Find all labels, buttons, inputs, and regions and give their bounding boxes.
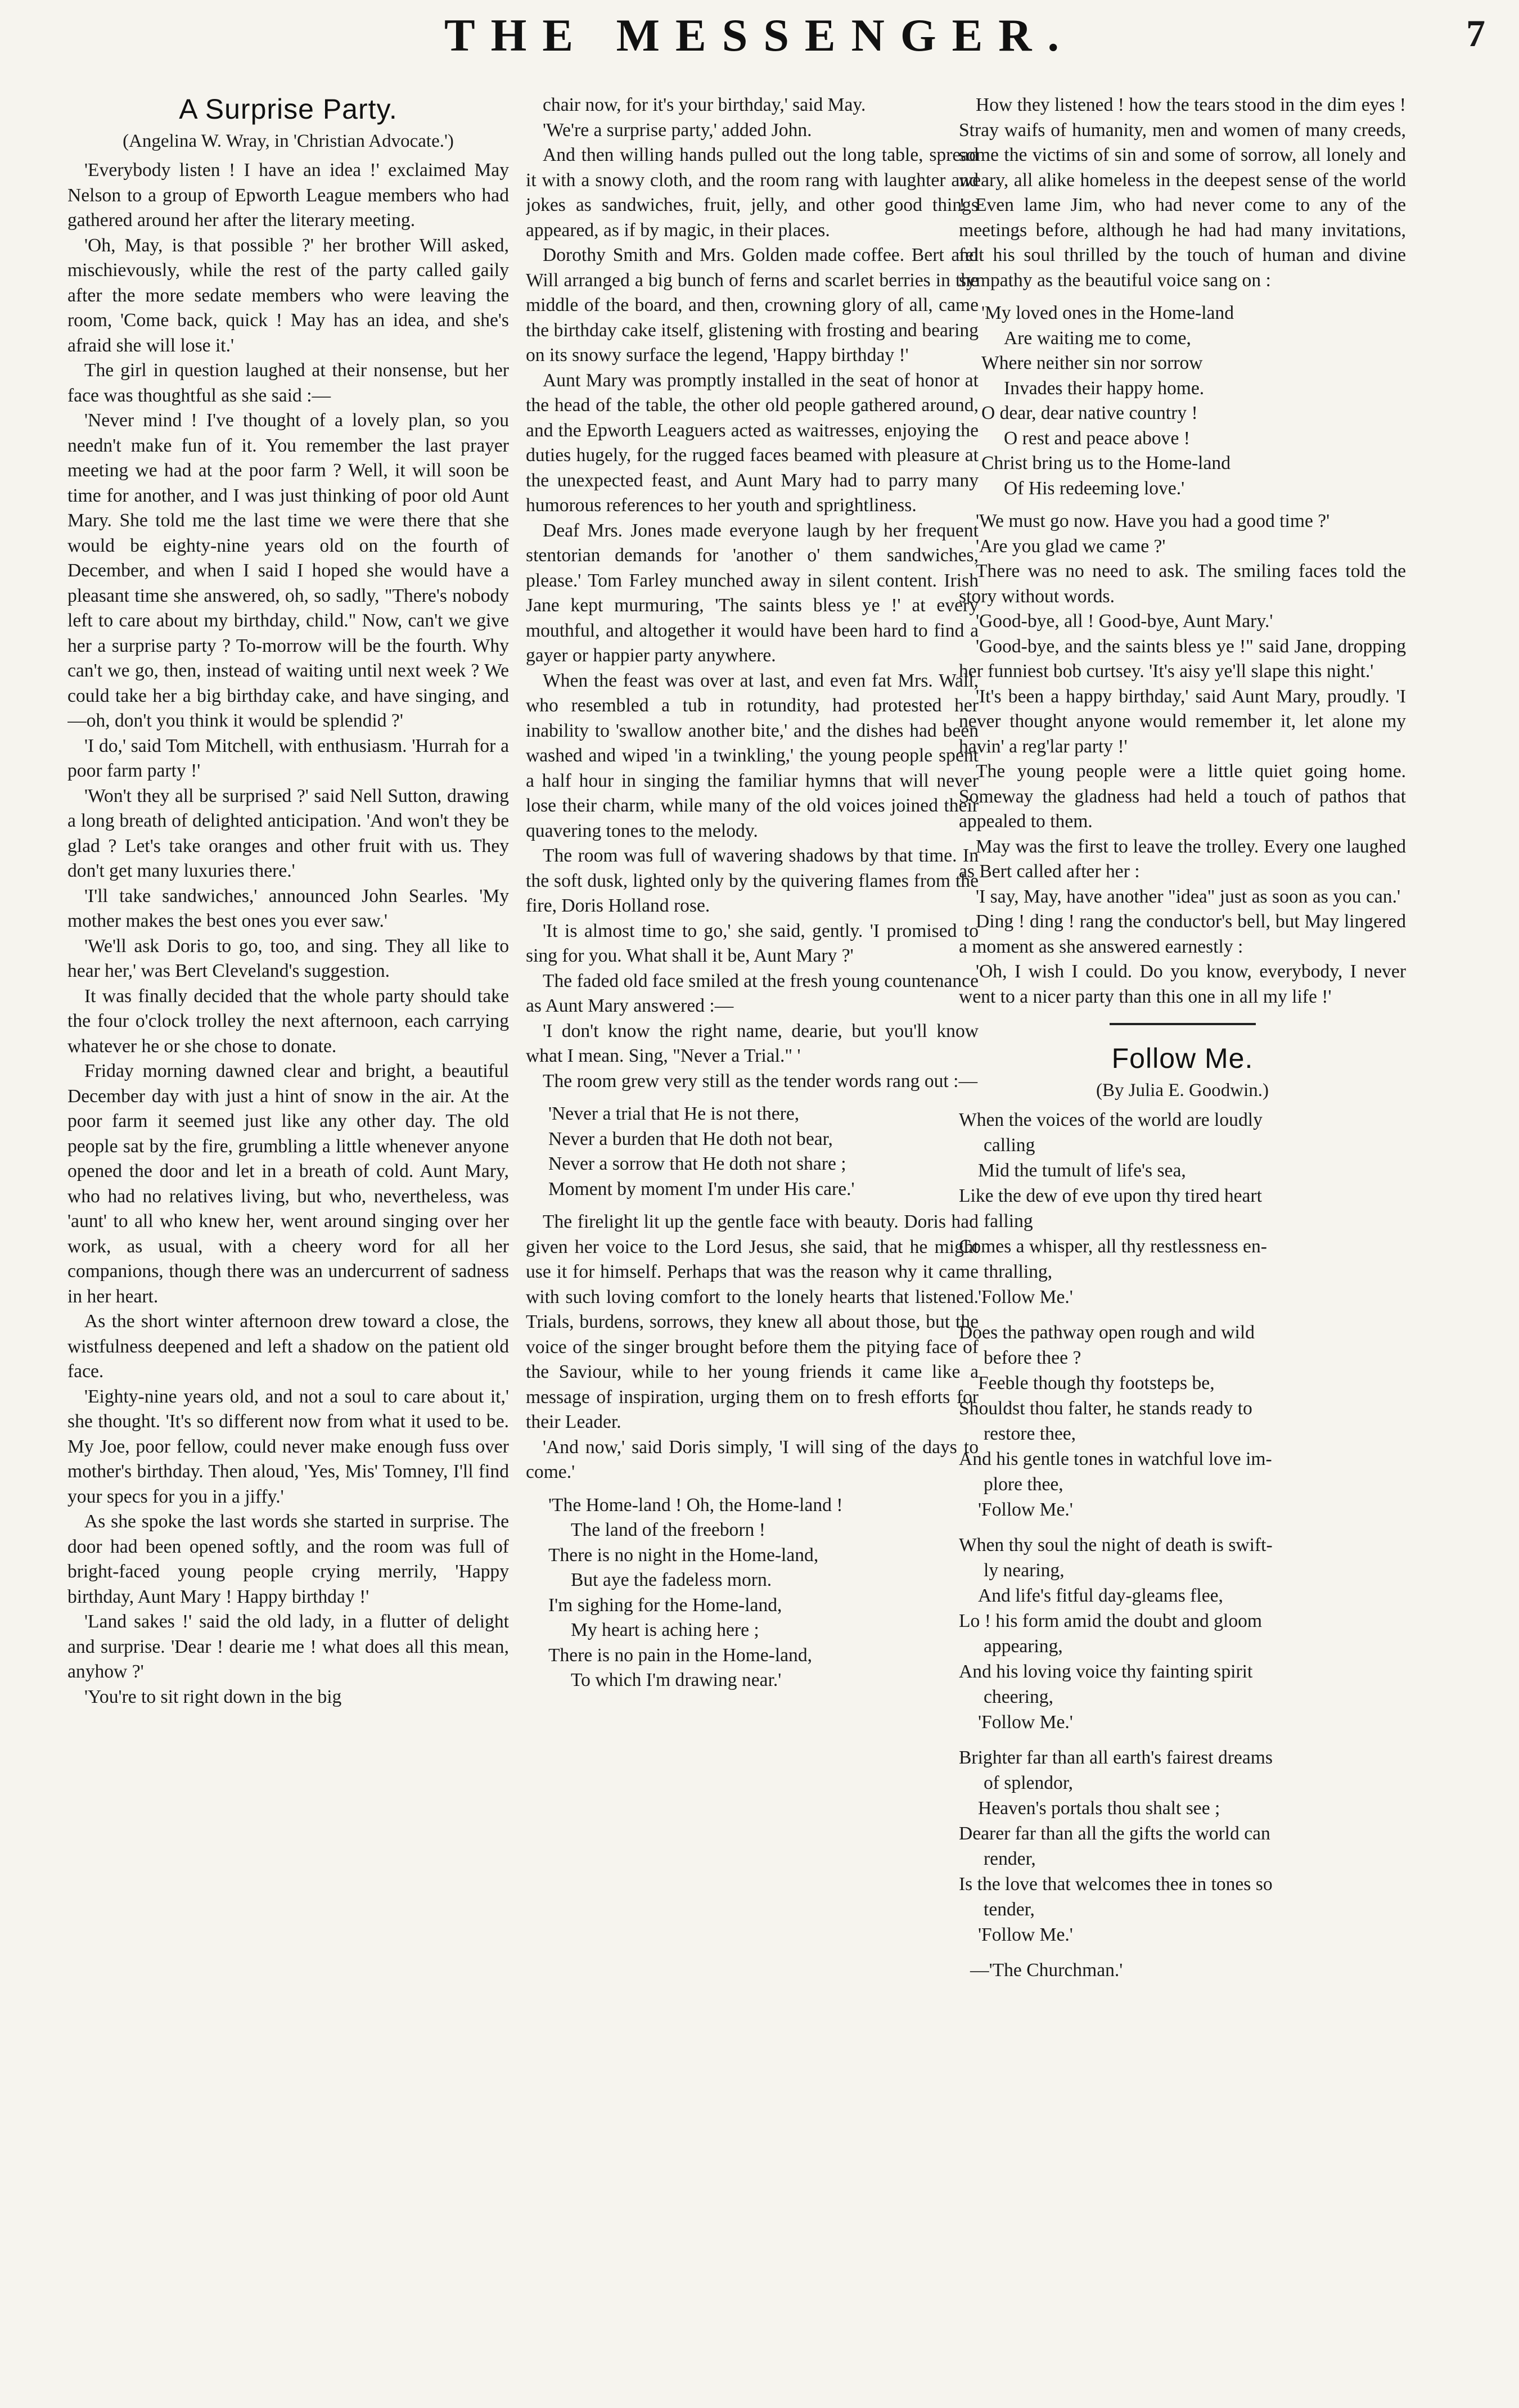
- poem-line: Is the love that welcomes thee in tones so: [959, 1874, 1273, 1895]
- poem-line: Feeble though thy footsteps be,: [978, 1373, 1215, 1394]
- paragraph: The young people were a little quiet going home. Someway the gladness had held a touch of pathos that appealed to them.: [959, 761, 1406, 832]
- paragraph: Dorothy Smith and Mrs. Golden made coffee. Bert and Will arranged a big bunch of ferns and scarlet berries in the middle of the board, and then, crowning glory of all, came the birthday cake itself, glistening with frosting and bearing on its snowy surface the legend, 'Happy birthday !': [526, 245, 979, 366]
- verse-line: Of His redeeming love.': [1004, 477, 1185, 499]
- poem-stanza: [959, 1107, 1406, 1310]
- poem-stanza: [959, 1532, 1406, 1735]
- poem-line: restore thee,: [984, 1423, 1076, 1444]
- verse-line: To which I'm drawing near.': [571, 1670, 782, 1690]
- verse-line: Invades their happy home.: [1004, 377, 1205, 399]
- poem-line: cheering,: [984, 1686, 1053, 1707]
- paragraph: 'Good-bye, all ! Good-bye, Aunt Mary.': [976, 611, 1273, 632]
- poem-line: And his loving voice thy fainting spirit: [959, 1661, 1253, 1682]
- paragraph: The girl in question laughed at their nonsense, but her face was thoughtful as she said :—: [67, 360, 509, 406]
- paragraph: It was finally decided that the whole party should take the four o'clock trolley the next afternoon, each carrying whatever he or she chose to donate.: [67, 985, 509, 1057]
- paragraph: 'I say, May, have another "idea" just as soon as you can.': [976, 886, 1401, 907]
- poem-line: thralling,: [984, 1261, 1053, 1282]
- masthead: [0, 6, 1519, 90]
- paragraph: 'We must go now. Have you had a good time ?': [976, 511, 1330, 531]
- paragraph: 'Everybody listen ! I have an idea !' exclaimed May Nelson to a group of Epworth League members who had gathered around her after the literary meeting.: [67, 160, 509, 231]
- paragraph: 'Won't they all be surprised ?' said Nell Sutton, drawing a long breath of delighted anticipation. 'And won't they be glad ? Let's take oranges and other fruit with us. They don't get many luxuries there.': [67, 785, 509, 881]
- paragraph: 'Never mind ! I've thought of a lovely plan, so you needn't make fun of it. You remember the last prayer meeting we had at the poor farm ? Well, it will soon be time for another, and I was just thinking of poor old Aunt Mary. She told me the last time we were there that she would be eighty-nine years old on the fourth of December, and when I said I hoped she would have a pleasant time she answered, oh, so sadly, "There's nobody left to care about my birthday, child." Now, can't we give her a surprise party ? To-morrow will be the fourth. Why can't we go, then, instead of waiting until next week ? We could take her a big birthday cake, and have singing, and—oh, don't you think it would be splendid ?': [67, 410, 509, 731]
- paragraph: 'I don't know the right name, dearie, but you'll know what I mean. Sing, "Never a Trial." ': [526, 1020, 979, 1066]
- verse-line: O rest and peace above !: [1004, 427, 1190, 449]
- poem-byline-follow-me: (By Julia E. Goodwin.): [1096, 1080, 1269, 1101]
- paragraph: There was no need to ask. The smiling faces told the story without words.: [959, 561, 1406, 607]
- poem-line: 'Follow Me.': [978, 1499, 1073, 1520]
- poem-line: 'Follow Me.': [978, 1712, 1073, 1733]
- paragraph: As the short winter afternoon drew toward a close, the wistfulness deepened and left a shadow on the patient old face.: [67, 1311, 509, 1382]
- verse-line: Moment by moment I'm under His care.': [548, 1178, 855, 1200]
- paragraph: chair now, for it's your birthday,' said May.: [543, 94, 866, 115]
- column-1: [67, 93, 509, 2386]
- section-divider: [1110, 1023, 1256, 1025]
- paragraph: When the feast was over at last, and even fat Mrs. Wall, who resembled a tub in rotundity, had protested her inability to 'swallow another bite,' and the dishes had been washed and wiped 'in a twinkling,' the young people spent a half hour in singing the familiar hymns that will never lose their charm, while many of the old voices joined their quavering tones to the melody.: [526, 670, 979, 841]
- verse-line: 'The Home-land ! Oh, the Home-land !: [548, 1494, 843, 1516]
- poem-title-follow-me: Follow Me.: [1111, 1043, 1254, 1074]
- article-byline-surprise-party: (Angelina W. Wray, in 'Christian Advocate.'): [123, 131, 454, 151]
- paragraph: 'I'll take sandwiches,' announced John Searles. 'My mother makes the best ones you ever saw.': [67, 885, 509, 931]
- paragraph: 'Oh, May, is that possible ?' her brother Will asked, mischievously, while the rest of the party called gaily after the more sedate members who were leaving the room, 'Come back, quick ! May has an idea, and she's afraid she will lose it.': [67, 235, 509, 356]
- verse-line: Christ bring us to the Home-land: [981, 453, 1230, 474]
- article-title-surprise-party: A Surprise Party.: [179, 93, 398, 125]
- paragraph: 'You're to sit right down in the big: [84, 1686, 342, 1707]
- column-3: [959, 93, 1406, 2386]
- page-number: 7: [1466, 12, 1485, 55]
- article-body-part-1: [67, 158, 509, 1710]
- poem-stanza: [959, 1320, 1406, 1522]
- poem-line: plore thee,: [984, 1474, 1063, 1495]
- verse-line: Never a burden that He doth not bear,: [548, 1128, 833, 1149]
- article-body-part-2: [526, 93, 979, 1094]
- poem-line: tender,: [984, 1899, 1035, 1920]
- verse-line: My heart is aching here ;: [571, 1620, 759, 1640]
- poem-line: Heaven's portals thou shalt see ;: [978, 1798, 1220, 1819]
- poem-stanza: [959, 1745, 1406, 1947]
- verse-line: 'Never a trial that He is not there,: [548, 1103, 800, 1124]
- paragraph: 'Land sakes !' said the old lady, in a flutter of delight and surprise. 'Dear ! dearie me ! what does all this mean, anyhow ?': [67, 1611, 509, 1682]
- paragraph: 'And now,' said Doris simply, 'I will sing of the days to come.': [526, 1436, 979, 1482]
- poem-line: Mid the tumult of life's sea,: [978, 1160, 1186, 1181]
- poem-line: Dearer far than all the gifts the world can: [959, 1823, 1270, 1844]
- verse-line: There is no night in the Home-land,: [548, 1544, 819, 1566]
- newspaper-title: THE MESSENGER.: [444, 10, 1075, 61]
- paragraph: May was the first to leave the trolley. Every one laughed as Bert called after her :: [959, 836, 1406, 882]
- poem-line: Does the pathway open rough and wild: [959, 1322, 1255, 1343]
- paragraph: The room was full of wavering shadows by that time. In the soft dusk, lighted only by the quivering flames from the fire, Doris Holland rose.: [526, 845, 979, 916]
- paragraph: Deaf Mrs. Jones made everyone laugh by her frequent stentorian demands for 'another o' them sandwiches, please.' Tom Farley munched away in silent content. Irish Jane kept murmuring, 'The saints bless ye !' at every mouthful, and altogether it would have been hard to find a gayer or happier party anywhere.: [526, 520, 979, 666]
- poem-line: of splendor,: [984, 1773, 1074, 1793]
- poem-line: 'Follow Me.': [978, 1287, 1073, 1307]
- hymn-never-a-trial: [548, 1102, 979, 1202]
- verse-line: The land of the freeborn !: [571, 1519, 765, 1540]
- paragraph: The firelight lit up the gentle face with beauty. Doris had given her voice to the Lord Jesus, she said, that he might use it for himself. Perhaps that was the reason why it came with such loving comfort to the lonely hearts that listened. Trials, burdens, sorrows, they knew all about those, but the voice of the singer brought before them the pitying face of the Saviour, while to her young friends it came like a message of inspiration, urging them on to fresh efforts for their Leader.: [526, 1211, 979, 1432]
- poem-line: Shouldst thou falter, he stands ready to: [959, 1398, 1252, 1419]
- column-2: [526, 93, 979, 2386]
- poem-line: Comes a whisper, all thy restlessness en-: [959, 1236, 1267, 1257]
- verse-line: Where neither sin nor sorrow: [981, 353, 1203, 373]
- article-body-part-3: [526, 1210, 979, 1485]
- paragraph: 'We'll ask Doris to go, too, and sing. They all like to hear her,' was Bert Cleveland's suggestion.: [67, 935, 509, 981]
- poem-line: ly nearing,: [984, 1560, 1065, 1581]
- poem-line: appearing,: [984, 1636, 1063, 1657]
- poem-line: Like the dew of eve upon thy tired heart: [959, 1185, 1262, 1206]
- paragraph: 'It's been a happy birthday,' said Aunt Mary, proudly. 'I never thought anyone would remember it, let alone my havin' a reg'lar party !': [959, 686, 1406, 757]
- paragraph: 'Are you glad we came ?': [976, 535, 1166, 557]
- paragraph: 'Eighty-nine years old, and not a soul to care about it,' she thought. 'It's so different now from what it used to be. My Joe, poor fellow, could never make enough fuss over mother's birthday. Then aloud, 'Yes, Mis' Tomney, I'll find your specs for you in a jiffy.': [67, 1386, 509, 1507]
- poem-line: calling: [984, 1135, 1035, 1156]
- poem-line: render,: [984, 1848, 1036, 1869]
- hymn-home-land: [548, 1493, 979, 1693]
- verse-line: 'My loved ones in the Home-land: [981, 303, 1234, 323]
- paragraph: Friday morning dawned clear and bright, a beautiful December day with just a hint of snow in the air. At the poor farm it seemed just like any other day. The old people sat by the fire, grumbling a little whenever anyone opened the door and let in a breath of cold. Aunt Mary, who had no relatives living, but who, nevertheless, was 'aunt' to all who knew her, went around singing over her work, as usual, with a cheery word for all her companions, though there was an undercurrent of sadness in her heart.: [67, 1061, 509, 1307]
- poem-line: When thy soul the night of death is swift-: [959, 1535, 1273, 1555]
- paragraph: As she spoke the last words she started in surprise. The door had been opened softly, and the room was full of bright-faced young people crying merrily, 'Happy birthday, Aunt Mary ! Happy birthday !': [67, 1511, 509, 1607]
- paragraph: The room grew very still as the tender words rang out :—: [543, 1070, 978, 1092]
- poem-line: falling: [984, 1211, 1033, 1232]
- verse-line: There is no pain in the Home-land,: [548, 1644, 813, 1666]
- poem-line: 'Follow Me.': [978, 1924, 1073, 1945]
- paragraph: 'We're a surprise party,' added John.: [543, 119, 812, 141]
- poem-line: Lo ! his form amid the doubt and gloom: [959, 1611, 1263, 1631]
- poem-line: Brighter far than all earth's fairest dreams: [959, 1747, 1273, 1768]
- poem-follow-me: [959, 1107, 1406, 1947]
- verse-line: But aye the fadeless morn.: [571, 1570, 772, 1590]
- paragraph: 'Good-bye, and the saints bless ye !" said Jane, dropping her funniest bob curtsey. 'It's aisy ye'll slape this night.': [959, 635, 1406, 682]
- poem-source: —'The Churchman.': [970, 1960, 1123, 1981]
- poem-line: before thee ?: [984, 1347, 1081, 1368]
- paragraph: The faded old face smiled at the fresh young countenance as Aunt Mary answered :—: [526, 970, 979, 1016]
- paragraph: How they listened ! how the tears stood in the dim eyes ! Stray waifs of humanity, men and women of many creeds, some the victims of sin and some of sorrow, all lonely and weary, all alike homeless in the deepest sense of the world ! Even lame Jim, who had never come to any of the meetings before, although he had had many invitations, felt his soul thrilled by the touch of human and divine sympathy as the beautiful voice sang on :: [959, 94, 1406, 291]
- verse-line: I'm sighing for the Home-land,: [548, 1594, 782, 1616]
- poem-line: And his gentle tones in watchful love im-: [959, 1449, 1272, 1469]
- paragraph: And then willing hands pulled out the long table, spread it with a snowy cloth, and the room rang with laughter and jokes as sandwiches, fruit, jelly, and other good things appeared, as if by magic, in their places.: [526, 145, 979, 241]
- paragraph: Aunt Mary was promptly installed in the seat of honor at the head of the table, the other old people gathered around, and the Epworth Leaguers acted as waitresses, enjoying the duties hugely, for the rugged faces beamed with pleasure at the unexpected feast, and Aunt Mary had to parry many humorous references to her youth and sprightliness.: [526, 369, 979, 516]
- poem-line: When the voices of the world are loudly: [959, 1110, 1263, 1130]
- verse-line: Are waiting me to come,: [1004, 327, 1191, 349]
- verse-line: Never a sorrow that He doth not share ;: [548, 1153, 846, 1174]
- paragraph: 'It is almost time to go,' she said, gently. 'I promised to sing for you. What shall it be, Aunt Mary ?': [526, 920, 979, 966]
- verse-line: O dear, dear native country !: [981, 403, 1198, 423]
- paragraph: 'Oh, I wish I could. Do you know, everybody, I never went to a nicer party than this one in all my life !': [959, 961, 1406, 1007]
- hymn-loved-ones: [981, 301, 1406, 501]
- paragraph: 'I do,' said Tom Mitchell, with enthusiasm. 'Hurrah for a poor farm party !': [67, 735, 509, 781]
- article-body-part-4: [959, 93, 1406, 293]
- article-body-part-5: [959, 509, 1406, 1009]
- paragraph: Ding ! ding ! rang the conductor's bell, but May lingered a moment as she answered earnestly :: [959, 911, 1406, 957]
- poem-line: And life's fitful day-gleams flee,: [978, 1585, 1223, 1606]
